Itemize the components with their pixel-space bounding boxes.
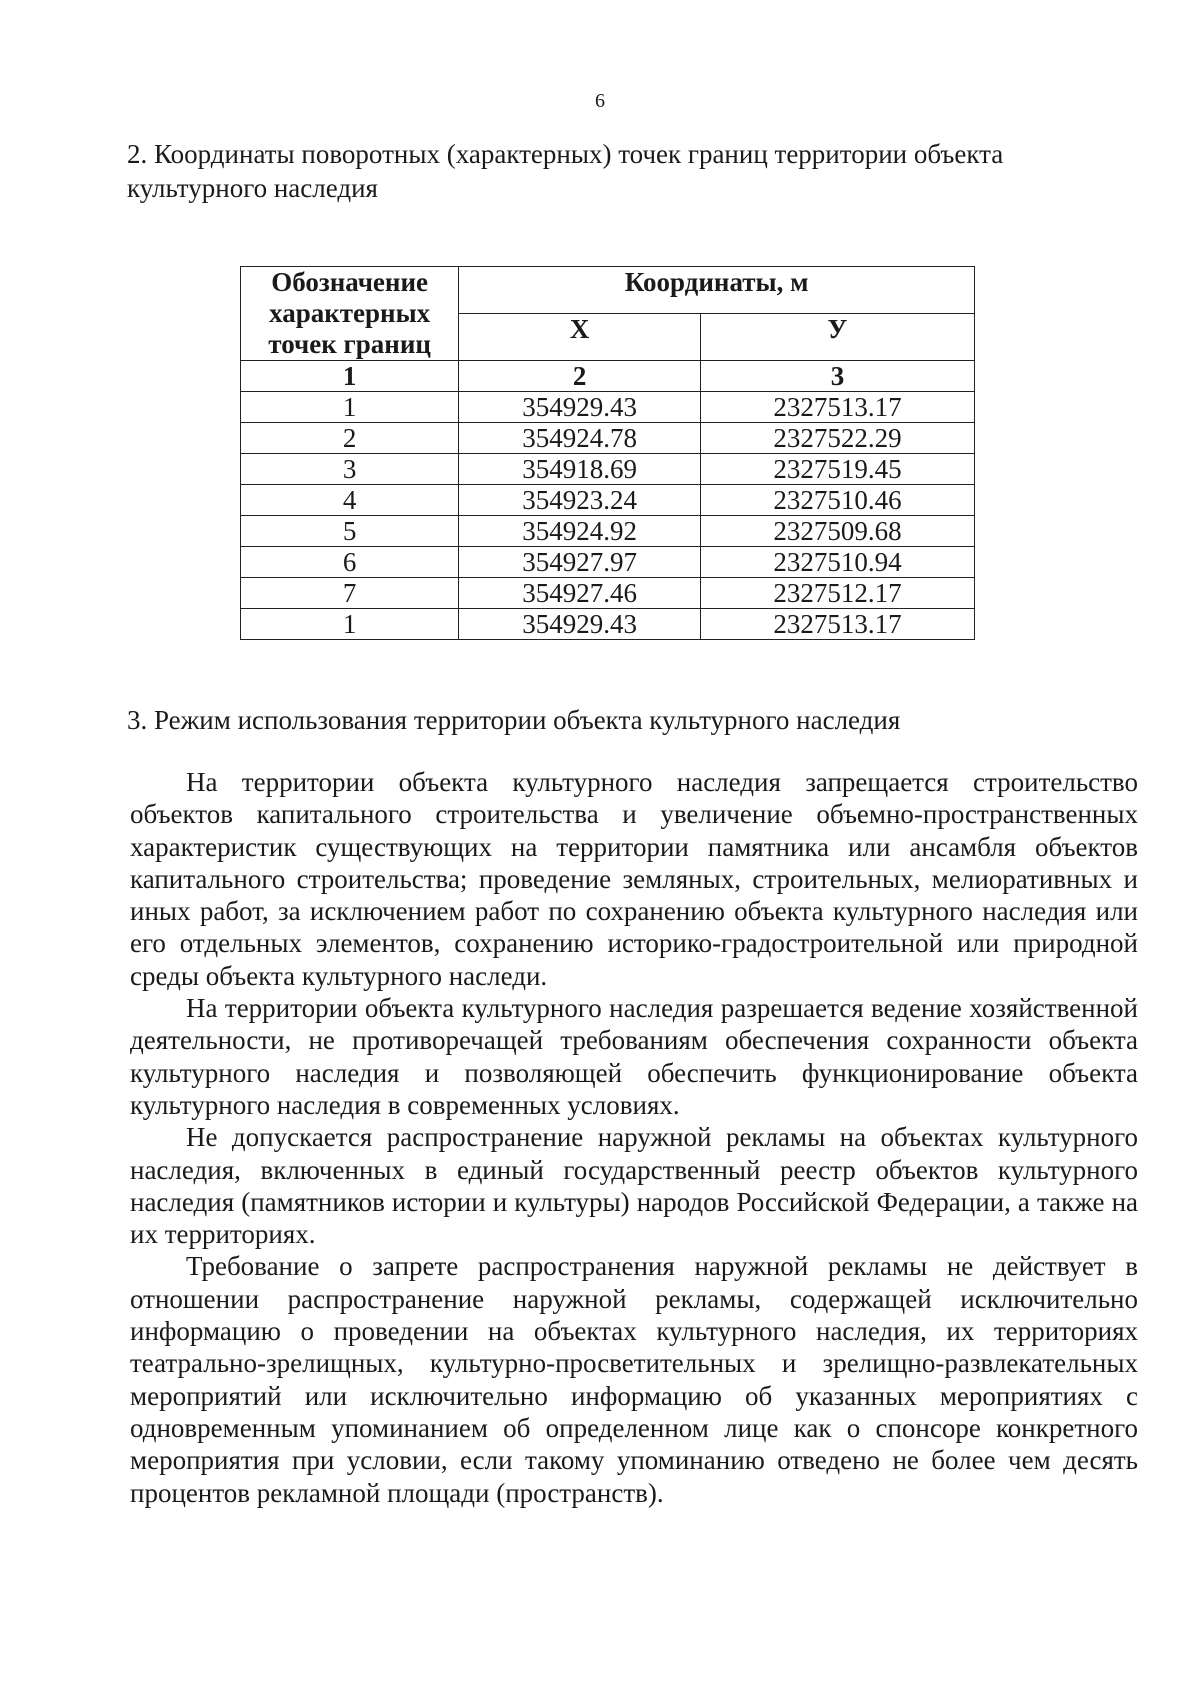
point-cell: 2 (241, 423, 459, 454)
header-designation: Обозначение характерных точек границ (241, 267, 459, 361)
table-row (241, 516, 975, 547)
point-cell: 3 (241, 454, 459, 485)
point-cell: 1 (241, 609, 459, 640)
table-row (241, 454, 975, 485)
x-cell: 354927.46 (459, 578, 701, 609)
point-cell: 1 (241, 392, 459, 423)
x-cell: 354929.43 (459, 392, 701, 423)
paragraph: На территории объекта культурного наследия разрешается ведение хозяйственной деятельности, не противоречащей требованиям обеспечения сохранности объекта культурного наследия и позволяющей обеспечить функционирование объекта культурного наследия в современных условиях. (130, 993, 1138, 1120)
x-cell: 354923.24 (459, 485, 701, 516)
paragraph: На территории объекта культурного наследия запрещается строительство объектов капитального строительства и увеличение объемно-пространственных характеристик существующих на территории памятника или ансамбля объектов капитального строительства; проведение земляных, строительных, мелиоративных и иных работ, за исключением работ по сохранению объекта культурного наследия или его отдельных элементов, сохранению историко-градостроительной или природной среды объекта культурного наследи. (130, 767, 1138, 991)
x-cell: 354927.97 (459, 547, 701, 578)
column-number-2: 2 (459, 361, 701, 392)
paragraph: Не допускается распространение наружной рекламы на объектах культурного наследия, включенных в единый государственный реестр объектов культурного наследия (памятников истории и культуры) народов Российской Федерации, а также на их территориях. (130, 1122, 1138, 1250)
table-row (241, 485, 975, 516)
y-cell: 2327513.17 (700, 392, 974, 423)
x-cell: 354929.43 (459, 609, 701, 640)
section-2-heading: 2. Координаты поворотных (характерных) точек границ территории объекта культурного наследия (127, 139, 1004, 203)
y-cell: 2327510.46 (700, 485, 974, 516)
x-cell: 354918.69 (459, 454, 701, 485)
header-coordinates: Координаты, м (459, 267, 975, 314)
section-3-heading: 3. Режим использования территории объекта культурного наследия (127, 705, 901, 735)
table-row (241, 609, 975, 640)
table-row (241, 423, 975, 454)
header-y: У (700, 314, 974, 361)
coordinates-table (240, 266, 975, 640)
header-x: X (459, 314, 701, 361)
y-cell: 2327509.68 (700, 516, 974, 547)
column-number-3: 3 (700, 361, 974, 392)
y-cell: 2327519.45 (700, 454, 974, 485)
table-row (241, 547, 975, 578)
paragraph: Требование о запрете распространения наружной рекламы не действует в отношении распространение наружной рекламы, содержащей исключительно информацию о проведении на объектах культурного наследия, их территориях театрально-зрелищных, культурно-просветительных и зрелищно-развлекательных мероприятий или исключительно информацию об указанных мероприятиях с одновременным упоминанием об определенном лице как о спонсоре конкретного мероприятия при условии, если такому упоминанию отведено не более чем десять процентов рекламной площади (пространств). (130, 1251, 1138, 1508)
point-cell: 7 (241, 578, 459, 609)
x-cell: 354924.92 (459, 516, 701, 547)
x-cell: 354924.78 (459, 423, 701, 454)
point-cell: 6 (241, 547, 459, 578)
y-cell: 2327510.94 (700, 547, 974, 578)
point-cell: 4 (241, 485, 459, 516)
y-cell: 2327513.17 (700, 609, 974, 640)
y-cell: 2327522.29 (700, 423, 974, 454)
table-row (241, 392, 975, 423)
column-number-1: 1 (241, 361, 459, 392)
table-row (241, 578, 975, 609)
page-number: 6 (595, 90, 605, 112)
section-3-body (130, 766, 1138, 1509)
y-cell: 2327512.17 (700, 578, 974, 609)
point-cell: 5 (241, 516, 459, 547)
